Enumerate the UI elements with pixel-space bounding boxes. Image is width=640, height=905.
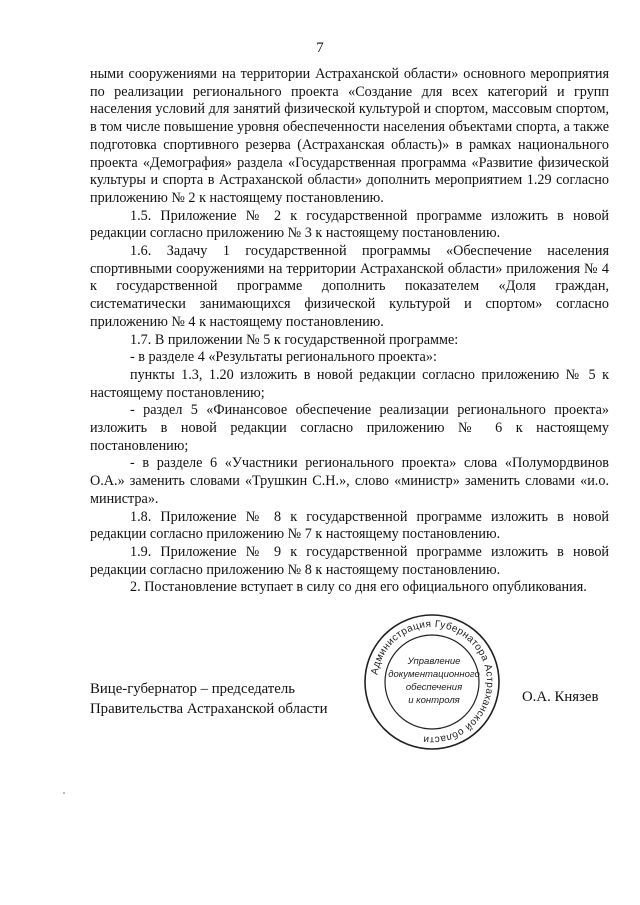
paragraph-1-7-item-section-4: - в разделе 4 «Результаты регионального проекта»:	[130, 349, 437, 366]
signatory-position-line-1: Вице-губернатор – председатель	[90, 681, 295, 697]
page-number: 7	[316, 40, 324, 56]
paragraph-1-5: 1.5. Приложение № 2 к государственной программе изложить в новой редакции согласно приложению № 3 к настоящему постановлению.	[90, 207, 609, 242]
paragraph-1-7-item-section-6: - в разделе 6 «Участники регионального проекта» слова «Полумордвинов О.А.» заменить словами «Трушкин С.Н.», слово «министр» заменить словами «и.о. министра».	[90, 455, 609, 507]
scan-artifact-dot	[63, 792, 65, 794]
seal-center-line-4: и контроля	[408, 695, 460, 706]
signatory-name: О.А. Князев	[522, 689, 599, 705]
official-seal-stamp	[362, 612, 502, 752]
paragraph-1-7-points: пункты 1.3, 1.20 изложить в новой редакции согласно приложению № 5 к настоящему постановлению;	[90, 366, 609, 401]
paragraph-1-8: 1.8. Приложение № 8 к государственной программе изложить в новой редакции согласно приложению № 7 к настоящему постановлению.	[90, 508, 609, 543]
paragraph-continuation: ными сооружениями на территории Астраханской области» основного мероприятия по реализации регионального проекта «Создание для всех категорий и групп населения условий для занятий физической культурой и спортом, массовым спортом, в том числе повышение уровня обеспеченности населения объектами спорта, а также подготовка спортивного резерва (Астраханская область)» в рамках национального проекта «Демография» раздела «Государственная программа «Развитие физической культуры и спорта в Астраханской области» дополнить мероприятием 1.29 согласно приложению № 2 к настоящему постановлению.	[90, 66, 609, 206]
paragraph-1-6: 1.6. Задачу 1 государственной программы «Обеспечение населения спортивными сооружениями на территории Астраханской области» приложения № 4 к государственной программе дополнить показателем «Доля граждан, систематически занимающихся физической культурой и спортом» согласно приложению № 4 к настоящему постановлению.	[90, 243, 609, 330]
seal-graphic	[362, 612, 502, 752]
seal-center-line-3: обеспечения	[405, 682, 463, 693]
seal-center-line-1: Управление	[407, 656, 461, 667]
signatory-position	[90, 679, 328, 719]
paragraph-1-7: 1.7. В приложении № 5 к государственной программе:	[130, 331, 459, 348]
paragraph-1-7-item-section-5: - раздел 5 «Финансовое обеспечение реализации регионального проекта» изложить в новой редакции согласно приложению № 6 к настоящему постановлению;	[90, 402, 609, 454]
document-body	[90, 66, 609, 597]
seal-center-line-2: документационного	[388, 669, 480, 680]
paragraph-1-9: 1.9. Приложение № 9 к государственной программе изложить в новой редакции согласно приложению № 8 к настоящему постановлению.	[90, 543, 609, 578]
seal-ring-text: Администрация Губернатора Астраханской области	[369, 618, 496, 746]
paragraph-2: 2. Постановление вступает в силу со дня его официального опубликования.	[130, 579, 587, 596]
signatory-position-line-2: Правительства Астраханской области	[90, 701, 328, 717]
